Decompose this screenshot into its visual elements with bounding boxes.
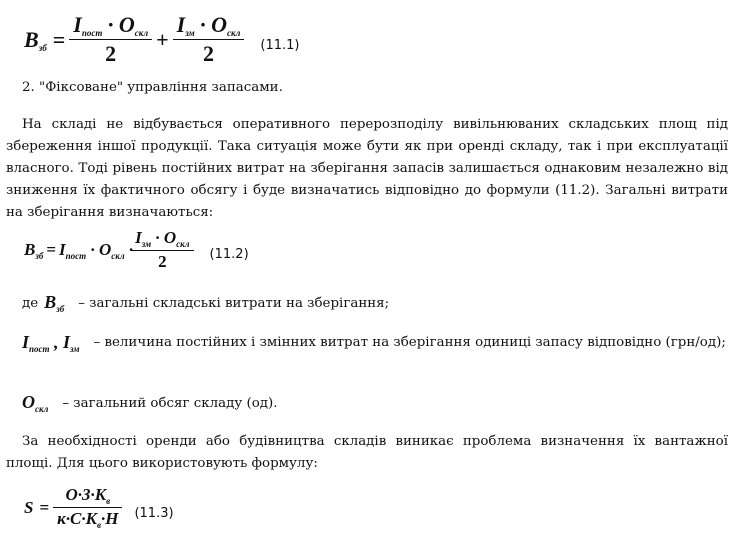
formula-11-3: S = $\frac{O\cdot 3\cdot K_в}{к\cdot C\cdot K_в\cdot H}$ (11.3)	[24, 485, 174, 530]
definition-i-post-i-zm: $I_{пост}$ , $I_{зм}$ – величина постійних і змінних витрат на зберігання одиниці запасу відповідно (грн/од);	[22, 332, 726, 354]
formula-11-3-fraction: $\frac{O\cdot 3\cdot K_в}{к\cdot C\cdot K_в\cdot H}$	[55, 485, 120, 530]
formula-11-1-fraction-2: $\frac{I_{зм} \cdot O_{скл}}{2}$	[175, 12, 243, 67]
formula-11-1-fraction-1: $\frac{I_{пост} \cdot O_{скл}}{2}$	[71, 12, 150, 67]
formula-11-1-number: (11.1)	[260, 38, 300, 53]
formula-11-2: $B_{зб}$ = $I_{пост} \cdot O_{скл}$ · $\frac{I_{зм} \cdot O_{скл}}{2}$ (11.2)	[24, 228, 249, 271]
formula-11-2-number: (11.2)	[209, 246, 249, 262]
paragraph-2: За необхідності оренди або будівництва складів виникає проблема визначення їх вантажної площі. Для цього використовують формулу:	[6, 434, 728, 471]
item-2-heading: 2. "Фіксоване" управління запасами.	[22, 80, 283, 95]
formula-11-1: $B_{зб}$ = $\frac{I_{пост} \cdot O_{скл}}{2}$ + $\frac{I_{зм} \cdot O_{скл}}{2}$ (11.1)	[24, 12, 300, 66]
formula-11-3-number: (11.3)	[134, 506, 174, 521]
formula-11-1-lhs: $B_{зб}$	[24, 26, 47, 53]
formula-11-2-fraction: $\frac{I_{зм} \cdot O_{скл}}{2}$	[133, 228, 191, 272]
definition-o-skl: $O_{скл}$ – загальний обсяг складу (од).	[22, 392, 278, 414]
definition-b-zb: де $B_{зб}$ – загальні складські витрати на зберігання;	[22, 292, 390, 314]
paragraph-1: На складі не відбувається оперативного перерозподілу вивільнюваних складських площ під збереження іншої продукції. Така ситуація може бути як при оренді складу, так і при експлуатації власного. Тоді рівень постійних витрат на зберігання запасів залишається однаковим незалежно від зниження їх фактичного обсягу і буде визначатись відповідно до формули (11.2). Загальні витрати на зберігання визначаються:	[6, 117, 728, 220]
